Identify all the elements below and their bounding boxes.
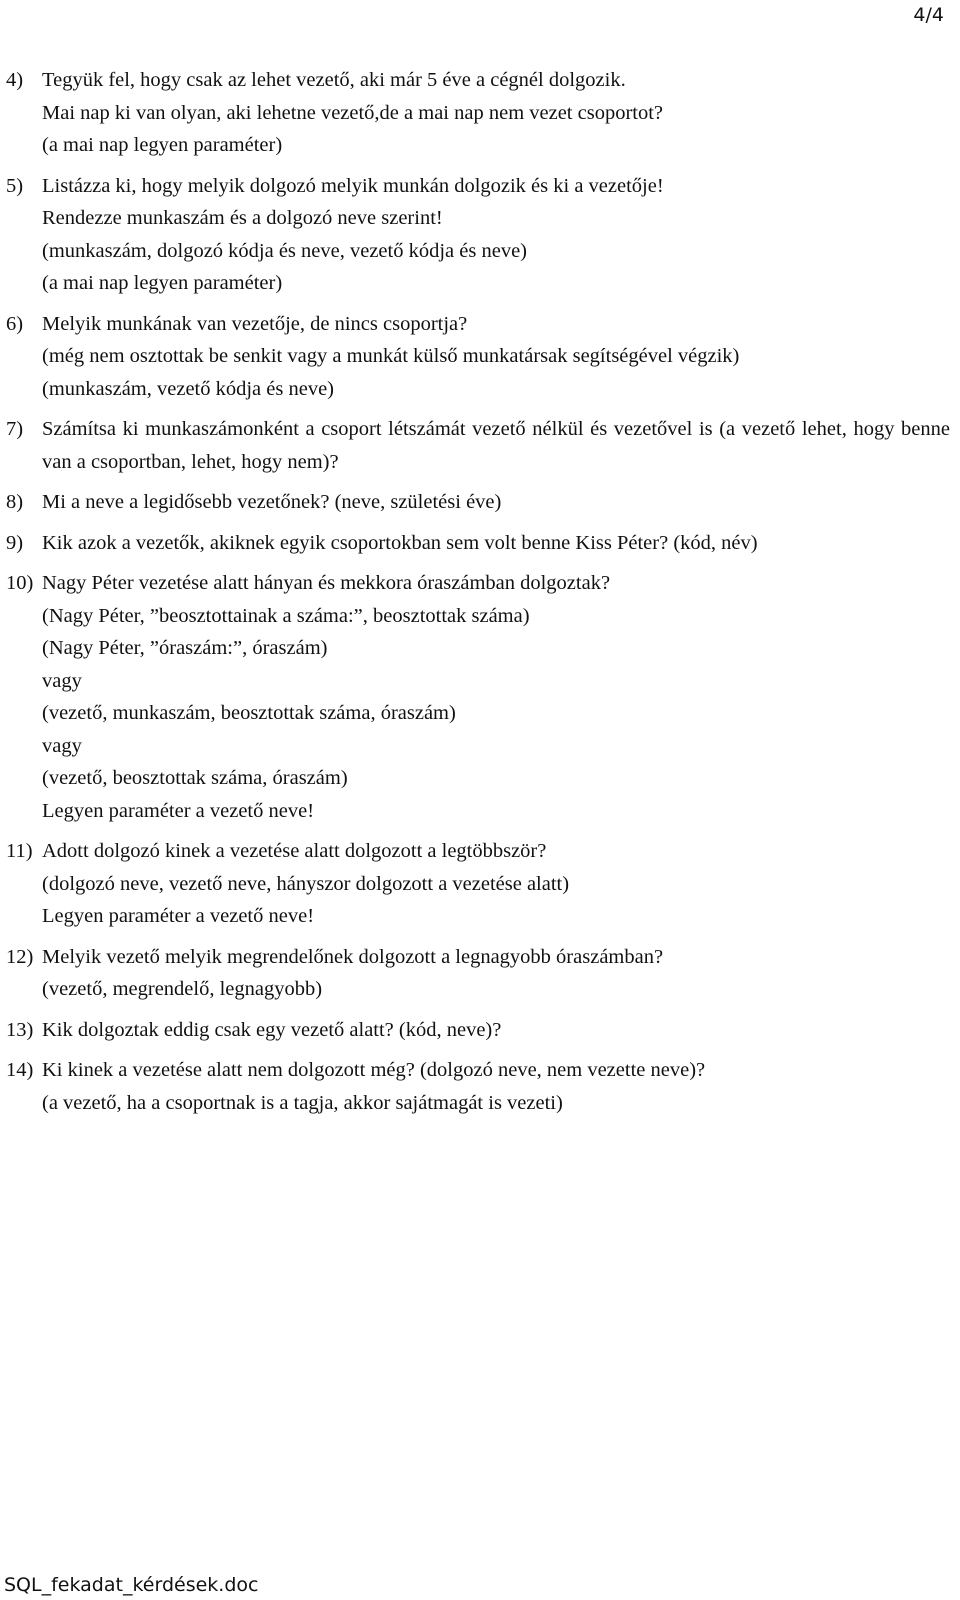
question-line: Melyik vezető melyik megrendelőnek dolgozott a legnagyobb óraszámban? xyxy=(42,945,664,968)
page-number: 4/4 xyxy=(913,4,944,26)
question-12 xyxy=(6,941,950,1006)
question-line: (dolgozó neve, vezető neve, hányszor dolgozott a vezetése alatt) xyxy=(42,872,570,895)
question-line: (vezető, megrendelő, legnagyobb) xyxy=(42,978,323,1000)
question-line: Listázza ki, hogy melyik dolgozó melyik munkán dolgozik és ki a vezetője! xyxy=(42,174,664,197)
question-line: (a mai nap legyen paraméter) xyxy=(42,134,283,156)
question-7 xyxy=(6,413,950,478)
question-line: Számítsa ki munkaszámonként a csoport létszámát vezető nélkül és vezetővel is (a vezető lehet, hogy benne van a csoportban, lehet, hogy nem)? xyxy=(42,418,950,473)
question-line: vagy xyxy=(42,734,82,757)
question-4 xyxy=(6,64,950,162)
question-number: 8) xyxy=(6,491,24,513)
question-line: Ki kinek a vezetése alatt nem dolgozott még? (dolgozó neve, nem vezette neve)? xyxy=(42,1059,706,1081)
question-number: 10) xyxy=(6,572,34,594)
question-13 xyxy=(6,1014,950,1047)
question-line: vagy xyxy=(42,669,82,692)
question-6 xyxy=(6,308,950,406)
question-line: Adott dolgozó kinek a vezetése alatt dolgozott a legtöbbször? xyxy=(42,840,547,862)
question-number: 12) xyxy=(6,945,34,968)
question-number: 4) xyxy=(6,69,24,91)
question-line: Nagy Péter vezetése alatt hányan és mekkora óraszámban dolgoztak? xyxy=(42,572,611,594)
question-8 xyxy=(6,486,950,519)
question-list xyxy=(6,64,950,1127)
question-line: (Nagy Péter, ”óraszám:”, óraszám) xyxy=(42,637,328,659)
question-line: Legyen paraméter a vezető neve! xyxy=(42,905,315,927)
question-line: Kik azok a vezetők, akiknek egyik csoportokban sem volt benne Kiss Péter? (kód, név) xyxy=(42,531,758,554)
question-line: Melyik munkának van vezetője, de nincs csoportja? xyxy=(42,312,468,335)
question-number: 5) xyxy=(6,174,24,197)
question-number: 6) xyxy=(6,312,24,335)
question-line: Mai nap ki van olyan, aki lehetne vezető,de a mai nap nem vezet csoportot? xyxy=(42,101,664,124)
question-number: 11) xyxy=(6,840,33,862)
question-line: Mi a neve a legidősebb vezetőnek? (neve, születési éve) xyxy=(42,491,502,513)
question-line: Rendezze munkaszám és a dolgozó neve szerint! xyxy=(42,207,443,229)
question-number: 9) xyxy=(6,531,24,554)
question-11 xyxy=(6,835,950,933)
question-number: 13) xyxy=(6,1018,34,1041)
question-number: 14) xyxy=(6,1059,34,1081)
question-9 xyxy=(6,527,950,560)
question-10 xyxy=(6,567,950,827)
question-5 xyxy=(6,170,950,300)
question-line: (munkaszám, dolgozó kódja és neve, vezető kódja és neve) xyxy=(42,239,527,262)
question-line: (a vezető, ha a csoportnak is a tagja, akkor sajátmagát is vezeti) xyxy=(42,1091,563,1114)
footer-filename: SQL_fekadat_kérdések.doc xyxy=(4,1574,259,1596)
question-line: Legyen paraméter a vezető neve! xyxy=(42,799,315,822)
question-line: (még nem osztottak be senkit vagy a munkát külső munkatársak segítségével végzik) xyxy=(42,345,740,367)
question-line: Tegyük fel, hogy csak az lehet vezető, aki már 5 éve a cégnél dolgozik. xyxy=(42,69,626,91)
question-line: (Nagy Péter, ”beosztottainak a száma:”, beosztottak száma) xyxy=(42,604,530,627)
question-line: (vezető, munkaszám, beosztottak száma, óraszám) xyxy=(42,702,456,724)
question-line: (vezető, beosztottak száma, óraszám) xyxy=(42,767,348,789)
question-number: 7) xyxy=(6,418,24,440)
question-line: (munkaszám, vezető kódja és neve) xyxy=(42,377,335,400)
question-14 xyxy=(6,1054,950,1119)
question-line: Kik dolgoztak eddig csak egy vezető alatt? (kód, neve)? xyxy=(42,1018,502,1041)
question-line: (a mai nap legyen paraméter) xyxy=(42,272,283,294)
